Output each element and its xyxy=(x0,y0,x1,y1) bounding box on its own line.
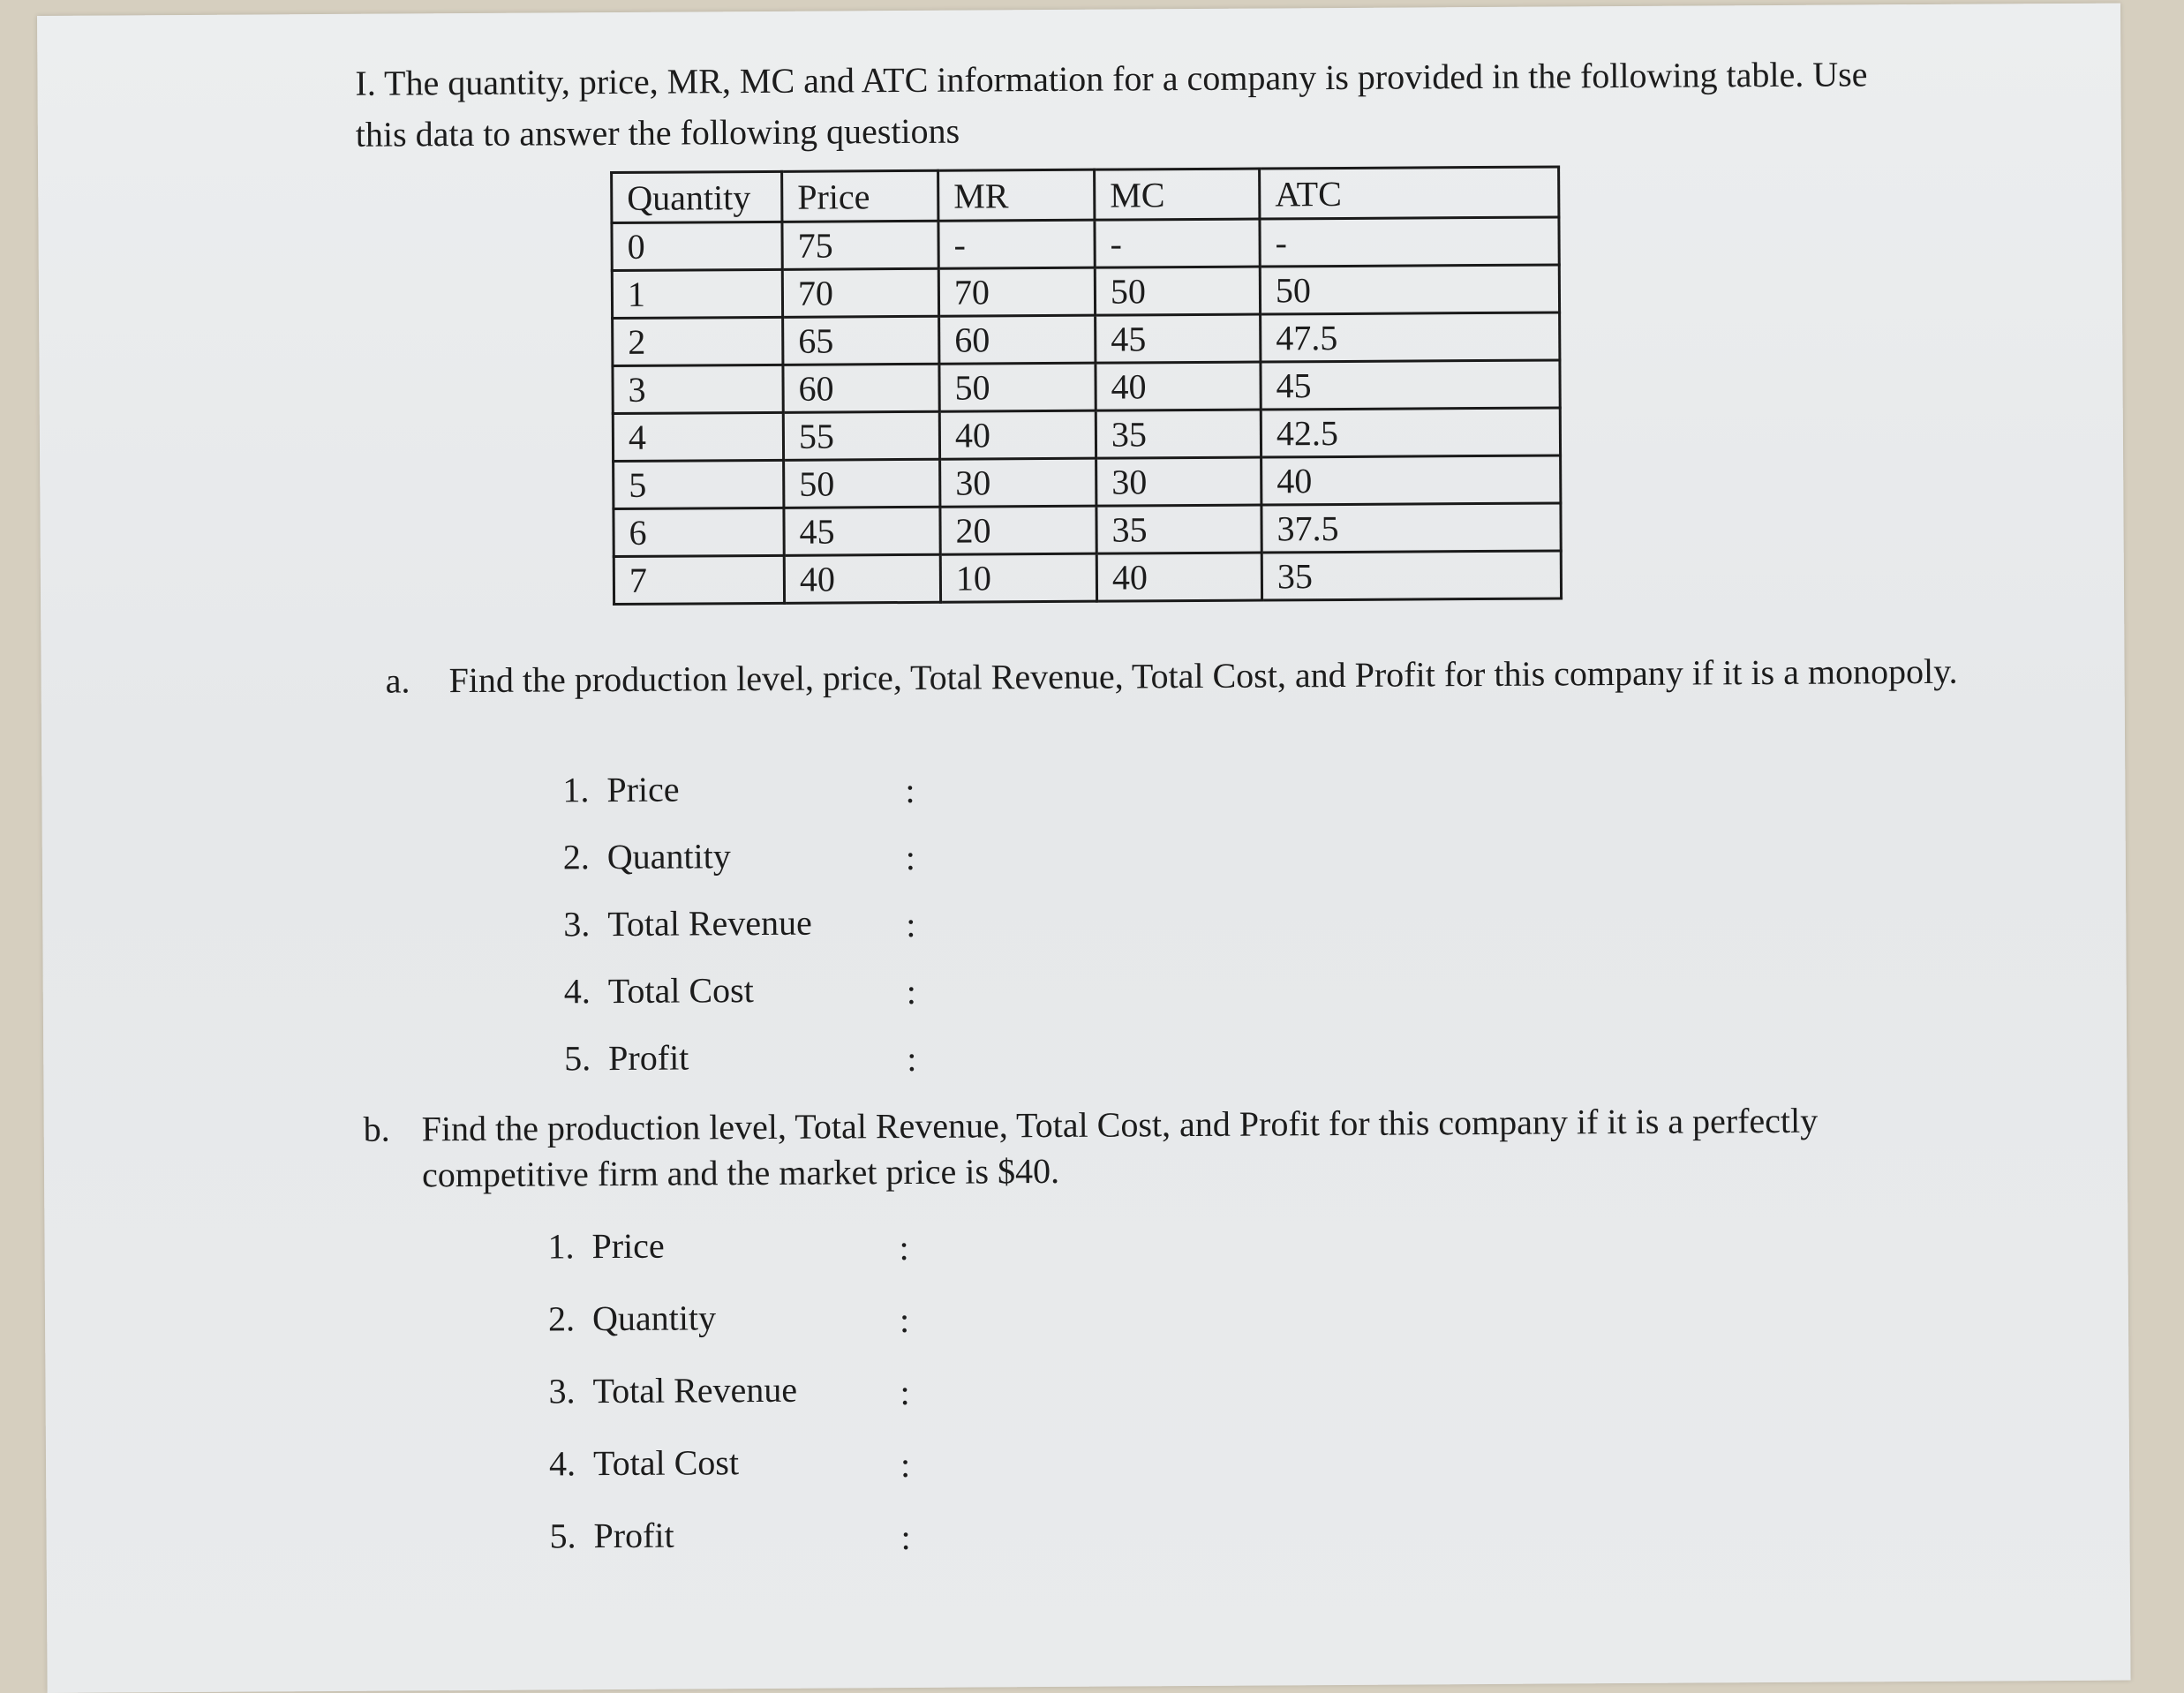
table-row xyxy=(613,360,1560,414)
answer-colon: : xyxy=(900,1442,910,1488)
table-row xyxy=(614,455,1561,509)
list-number: 1. xyxy=(530,1223,574,1269)
list-label: Total Cost xyxy=(593,1440,739,1486)
table-row xyxy=(612,265,1559,319)
intro-paragraph: I. The quantity, price, MR, MC and ATC information for a company is provided in the following table. Use this data to answer the following questions xyxy=(355,49,1901,161)
header-mc: MC xyxy=(1095,169,1260,220)
table-row xyxy=(614,551,1561,605)
list-label: Profit xyxy=(593,1513,674,1560)
list-label: Price xyxy=(591,1223,665,1270)
cell-mc: - xyxy=(1095,219,1260,267)
cell-mr: - xyxy=(938,220,1095,268)
cell-price: 50 xyxy=(784,459,940,508)
table-header-row xyxy=(612,167,1559,223)
answer-colon: : xyxy=(906,835,915,881)
cell-quantity: 0 xyxy=(612,222,782,270)
cell-mr: 70 xyxy=(938,267,1095,316)
list-label: Total Revenue xyxy=(592,1367,797,1414)
question-b-text: Find the production level, Total Revenue, Total Cost, and Profit for this company if it is a perfectly competitive firm and the market price is $40. xyxy=(422,1097,1968,1199)
cell-mc: 45 xyxy=(1096,314,1261,363)
list-label: Profit xyxy=(608,1035,689,1082)
list-number: 2. xyxy=(531,1296,575,1342)
cell-mr: 10 xyxy=(940,553,1096,602)
list-number: 5. xyxy=(531,1513,576,1559)
cell-mc: 50 xyxy=(1095,267,1260,315)
table-row xyxy=(613,408,1560,462)
answer-colon: : xyxy=(900,1298,909,1343)
cell-price: 40 xyxy=(784,554,940,603)
cell-price: 65 xyxy=(783,316,939,365)
cell-atc: 37.5 xyxy=(1261,503,1561,553)
table-row xyxy=(614,503,1561,557)
answer-colon: : xyxy=(899,1225,908,1271)
cell-atc: 40 xyxy=(1261,455,1561,505)
question-a xyxy=(385,648,2063,756)
list-number: 2. xyxy=(546,834,590,880)
cell-quantity: 6 xyxy=(614,508,784,556)
worksheet-page xyxy=(37,4,2131,1693)
list-number: 5. xyxy=(546,1035,591,1081)
cell-quantity: 7 xyxy=(614,555,784,604)
header-atc: ATC xyxy=(1260,167,1559,219)
cell-mc: 35 xyxy=(1096,410,1261,458)
cell-quantity: 1 xyxy=(612,269,782,318)
list-number: 1. xyxy=(545,767,589,813)
answer-colon: : xyxy=(907,1036,916,1082)
cell-atc: 35 xyxy=(1261,551,1561,600)
header-price: Price xyxy=(782,170,938,222)
question-b-letter: b. xyxy=(364,1107,390,1153)
cell-price: 55 xyxy=(783,411,939,460)
cell-quantity: 3 xyxy=(613,365,783,413)
list-number: 3. xyxy=(546,901,590,947)
cell-mc: 35 xyxy=(1096,505,1261,553)
cell-atc: 50 xyxy=(1260,265,1559,314)
cell-price: 75 xyxy=(782,221,938,269)
list-label: Quantity xyxy=(607,833,731,880)
table-row xyxy=(613,312,1560,366)
list-number: 4. xyxy=(531,1441,576,1486)
cell-price: 45 xyxy=(784,507,940,555)
cell-atc: 42.5 xyxy=(1261,408,1560,457)
question-b xyxy=(364,1096,2095,1204)
cell-quantity: 2 xyxy=(613,317,783,365)
answer-colon: : xyxy=(906,902,915,948)
cell-price: 70 xyxy=(782,268,938,317)
cell-atc: 45 xyxy=(1261,360,1560,410)
cell-atc: 47.5 xyxy=(1261,312,1560,362)
cell-mc: 30 xyxy=(1096,457,1261,506)
cell-mr: 30 xyxy=(940,458,1096,507)
cell-mc: 40 xyxy=(1096,362,1261,410)
table-row xyxy=(612,217,1559,271)
list-label: Total Cost xyxy=(608,967,754,1014)
header-quantity: Quantity xyxy=(612,171,782,222)
cell-mr: 20 xyxy=(940,506,1096,554)
cell-quantity: 5 xyxy=(614,460,784,508)
answer-colon: : xyxy=(900,1515,910,1561)
list-number: 3. xyxy=(531,1368,575,1414)
data-table xyxy=(610,165,1563,606)
list-number: 4. xyxy=(546,968,591,1014)
cell-quantity: 4 xyxy=(613,412,783,461)
cell-atc: - xyxy=(1260,217,1559,267)
cell-mr: 40 xyxy=(939,410,1096,459)
list-label: Price xyxy=(606,767,680,814)
cell-price: 60 xyxy=(783,364,939,412)
list-label: Total Revenue xyxy=(607,900,812,947)
answer-colon: : xyxy=(905,768,915,814)
answer-colon: : xyxy=(907,969,916,1015)
cell-mr: 50 xyxy=(939,363,1096,411)
question-a-letter: a. xyxy=(385,658,410,704)
question-a-text: Find the production level, price, Total Revenue, Total Cost, and Profit for this company if it is a monopoly. xyxy=(448,648,1993,704)
answer-colon: : xyxy=(900,1370,909,1416)
cell-mc: 40 xyxy=(1096,553,1261,601)
cell-mr: 60 xyxy=(939,315,1096,364)
header-mr: MR xyxy=(938,169,1095,221)
list-label: Quantity xyxy=(592,1295,716,1342)
